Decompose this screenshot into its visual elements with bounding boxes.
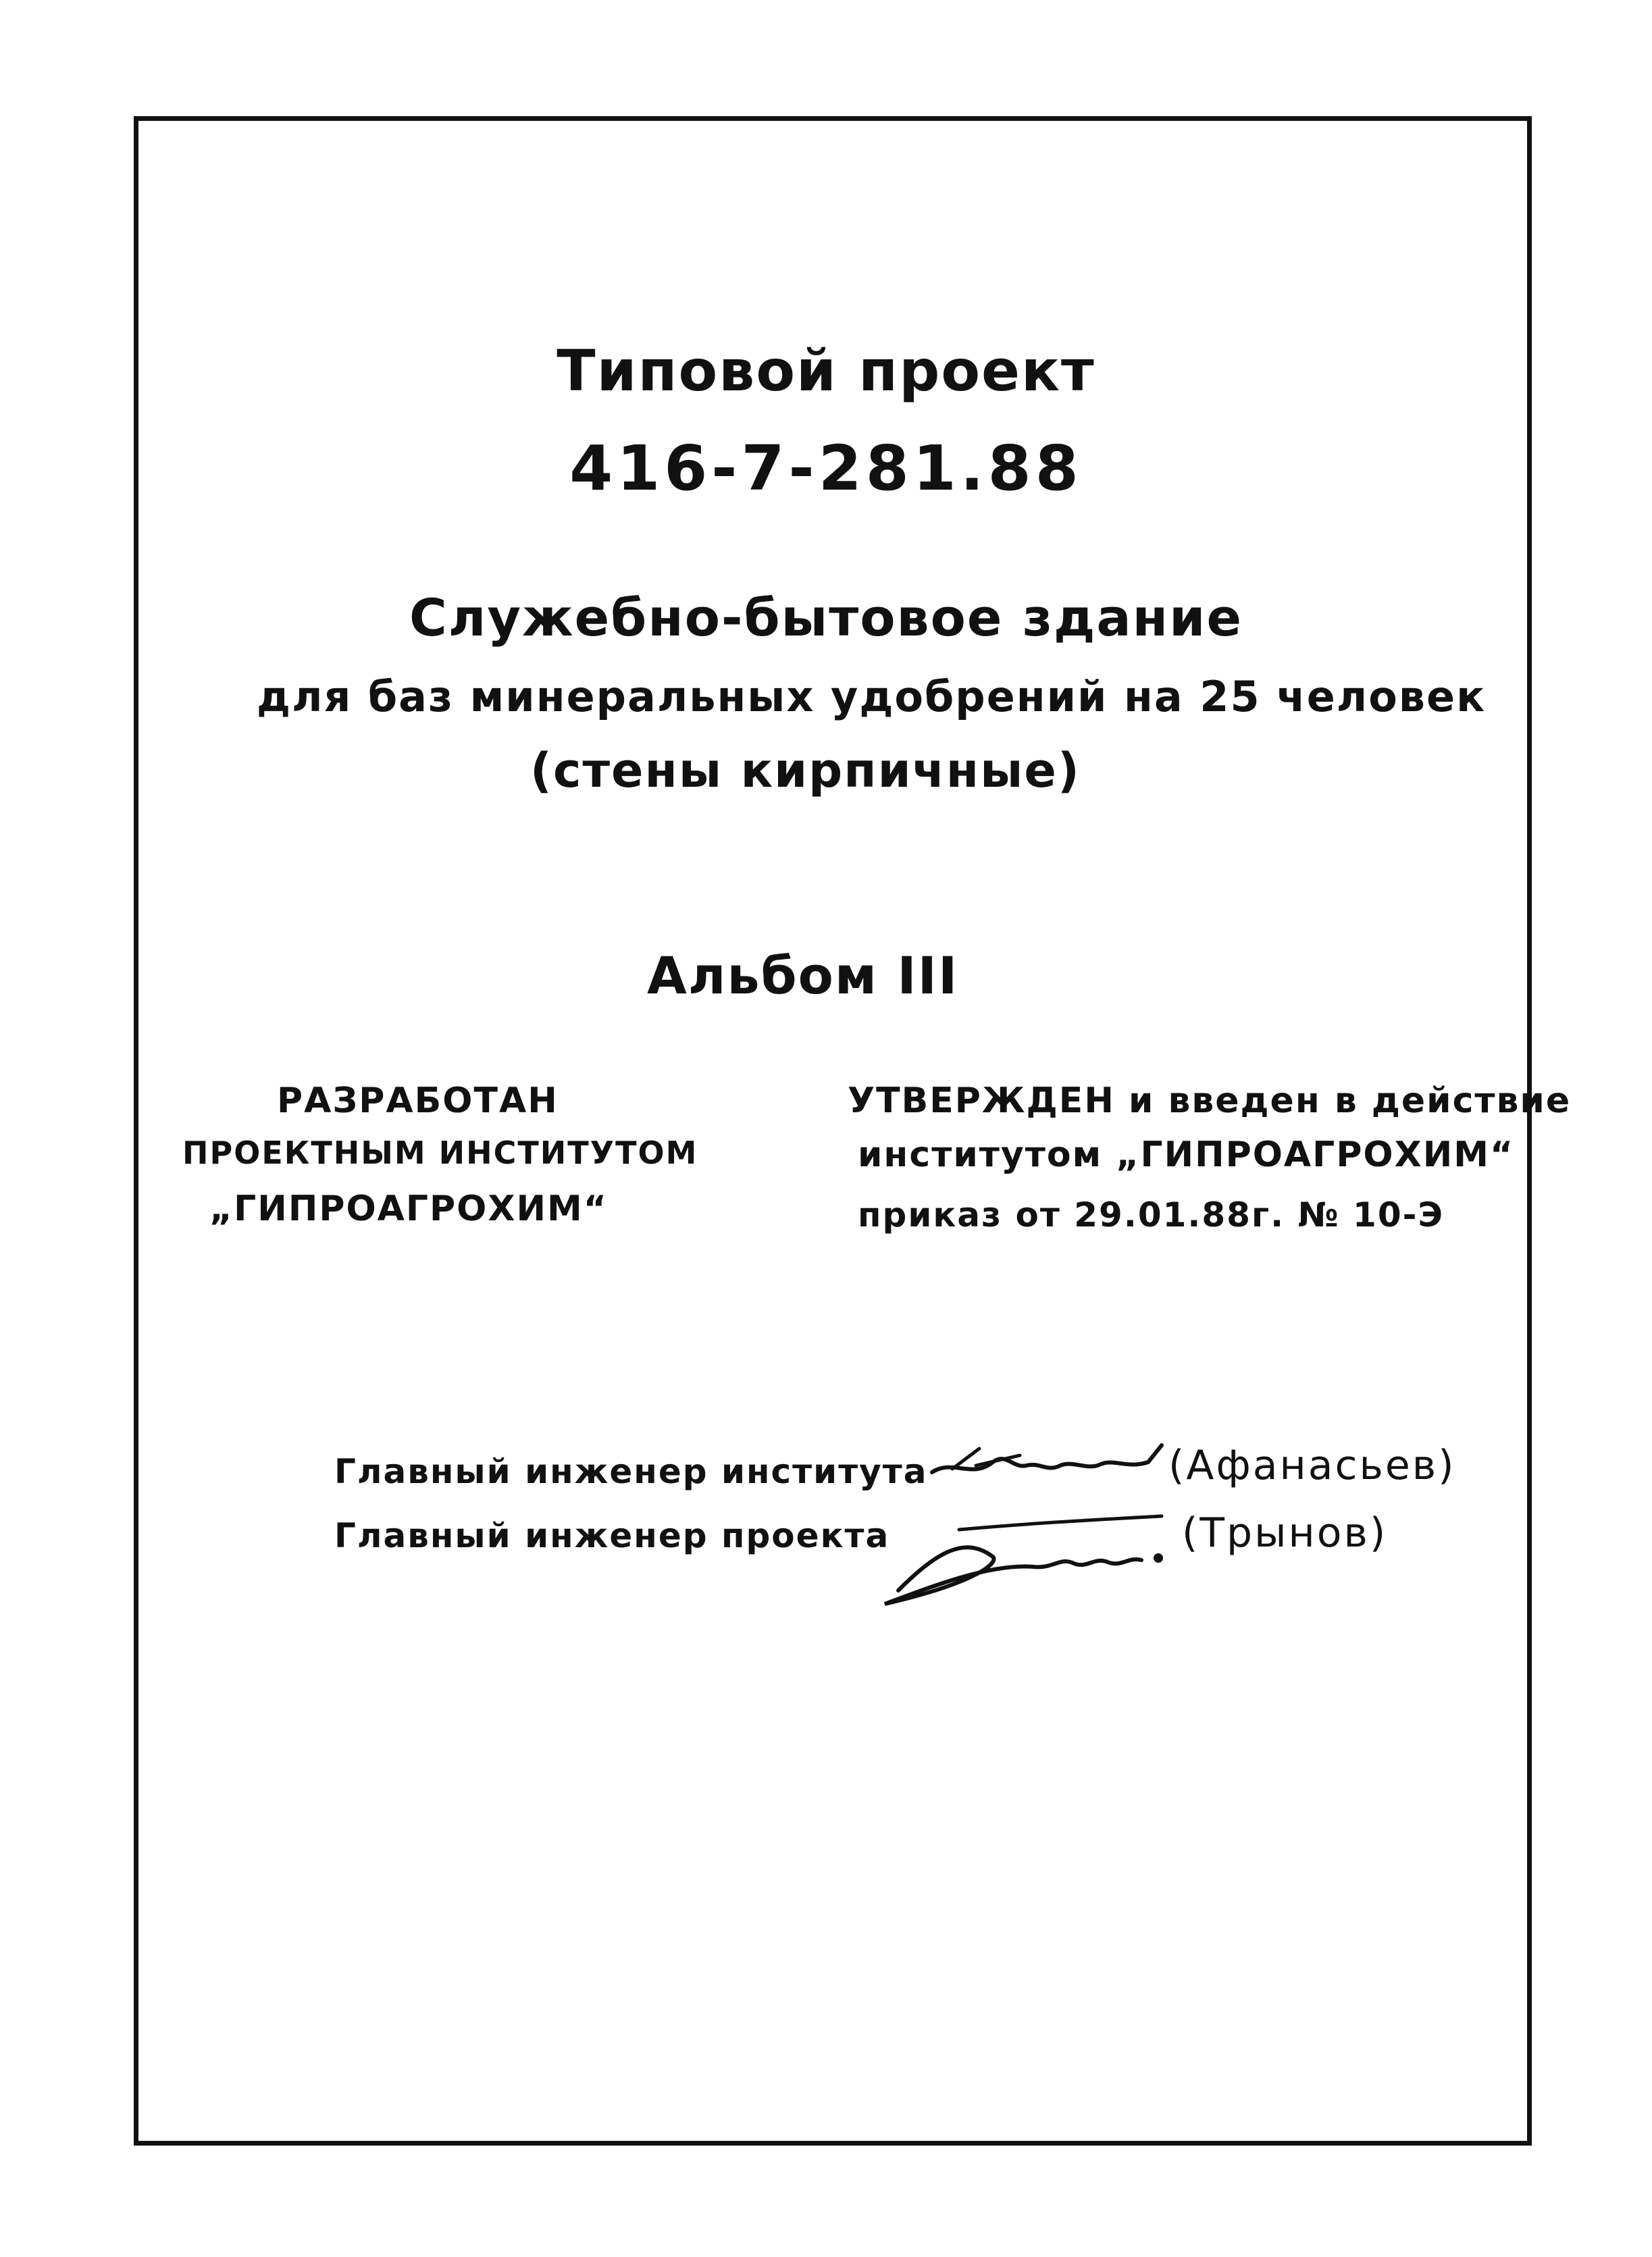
developed-line-1: РАЗРАБОТАН [277, 1081, 559, 1121]
approved-line-3: приказ от 29.01.88г. № 10-Э [858, 1195, 1445, 1235]
approved-line-2: институтом „ГИПРОАГРОХИМ“ [858, 1135, 1515, 1175]
signature-2-handwriting [858, 1509, 1168, 1611]
album-label: Альбом III [647, 945, 959, 1006]
page-border [134, 116, 1532, 2146]
approved-line-1: УТВЕРЖДЕН и введен в действие [848, 1081, 1572, 1121]
document-type-label: Типовой проект [557, 338, 1095, 404]
signature-name-2: (Трынов) [1182, 1509, 1388, 1557]
title-line-1: Служебно-бытовое здание [409, 588, 1243, 648]
signature-1-handwriting [925, 1432, 1168, 1493]
title-line-3: (стены кирпичные) [530, 743, 1081, 798]
project-number: 416-7-281.88 [569, 432, 1083, 504]
signature-name-1: (Афанасьев) [1168, 1442, 1456, 1489]
signature-role-2: Главный инженер проекта [334, 1516, 890, 1555]
developed-line-3: „ГИПРОАГРОХИМ“ [209, 1189, 608, 1229]
title-line-2: для баз минеральных удобрений на 25 человек [257, 672, 1487, 721]
developed-line-2: ПРОЕКТНЫМ ИНСТИТУТОМ [182, 1135, 698, 1171]
signature-role-1: Главный инженер института [334, 1452, 928, 1491]
